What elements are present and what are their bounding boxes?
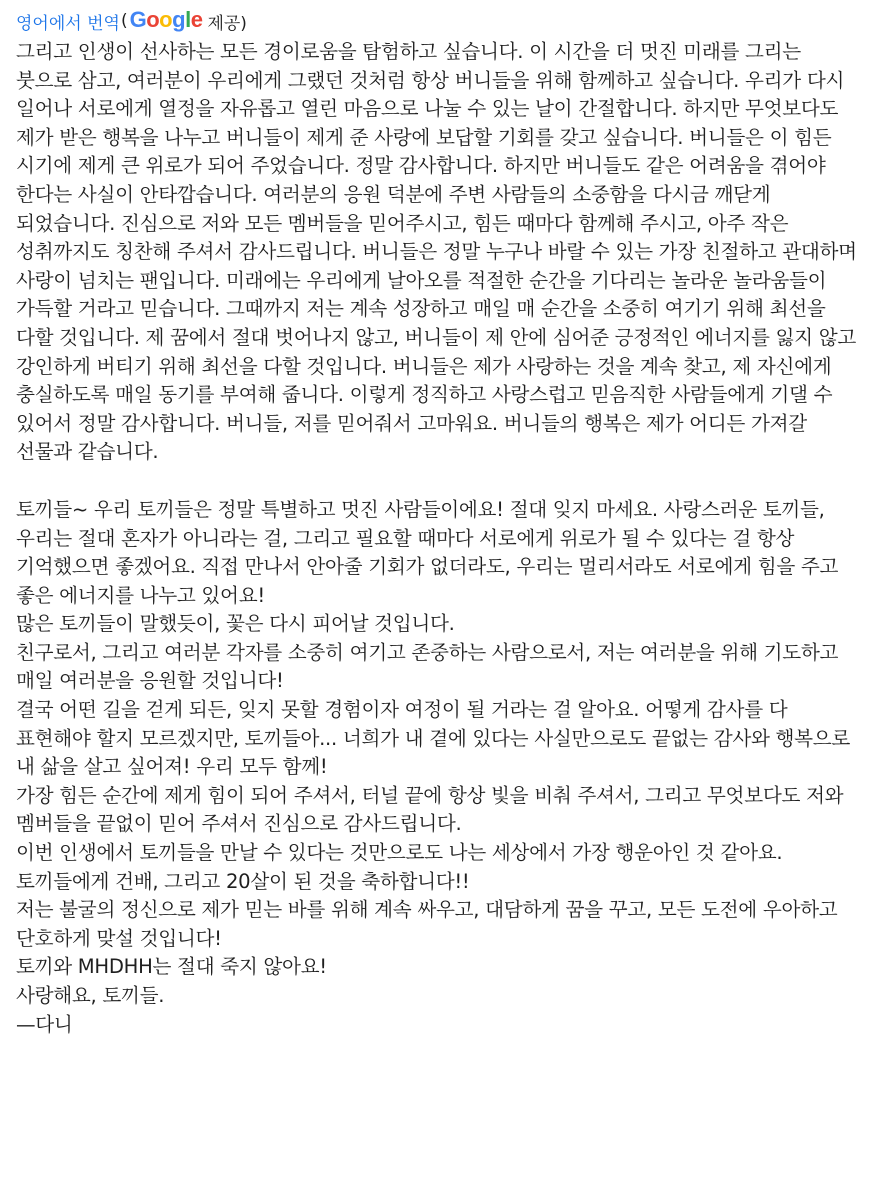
translated-from-link[interactable]: 영어에서 번역 <box>16 13 120 34</box>
post-paragraph-1: 그리고 인생이 선사하는 모든 경이로움을 탐험하고 싶습니다. 이 시간을 더 멋진 미래를 그리는 붓으로 삼고, 여러분이 우리에게 그랬던 것처럼 항상 버니들을 위해 함께하고 싶습니다. 우리가 다시 일어나 서로에게 열정을 자유롭고 열린 마음으로 나눌 수 있는 날이 간절합니다. 하지만 무엇보다도 제가 받은 행복을 나누고 버니들이 제게 준 사랑에 보답할 기회를 갖고 싶습니다. 버니들은 이 힘든 시기에 제게 큰 위로가 되어 주었습니다. 정말 감사합니다. 하지만 버니들도 같은 어려움을 겪어야 한다는 사실이 안타깝습니다. 여러분의 응원 덕분에 주변 사람들의 소중함을 다시금 깨닫게 되었습니다. 진심으로 저와 모든 멤버들을 믿어주시고, 힘든 때마다 함께해 주시고, 아주 작은 성취까지도 칭찬해 주셔서 감사드립니다. 버니들은 정말 누구나 바랄 수 있는 가장 친절하고 관대하며 사랑이 넘치는 팬입니다. 미래에는 우리에게 날아오를 적절한 순간을 기다리는 놀라운 놀라움들이 가득할 거라고 믿습니다. 그때까지 저는 계속 성장하고 매일 매 순간을 소중히 여기기 위해 최선을 다할 것입니다. 제 꿈에서 절대 벗어나지 않고, 버니들이 제 안에 심어준 긍정적인 에너지를 잃지 않고 강인하게 버티기 위해 최선을 다할 것입니다. 버니들은 제가 사랑하는 것을 계속 찾고, 제 자신에게 충실하도록 매일 동기를 부여해 줍니다. 이렇게 정직하고 사랑스럽고 믿음직한 사람들에게 기댈 수 있어서 정말 감사합니다. 버니들, 저를 믿어줘서 고마워요. 버니들의 행복은 제가 어디든 가져갈 선물과 같습니다. <box>16 40 857 464</box>
post-line-9: 저는 불굴의 정신으로 제가 믿는 바를 위해 계속 싸우고, 대담하게 꿈을 꾸고, 모든 도전에 우아하고 단호하게 맞설 것입니다! <box>16 898 838 950</box>
post-line-6: 가장 힘든 순간에 제게 힘이 되어 주셔서, 터널 끝에 항상 빛을 비춰 주셔서, 그리고 무엇보다도 저와 멤버들을 끝없이 믿어 주셔서 진심으로 감사드립니다. <box>16 783 844 836</box>
paragraph-spacer <box>16 467 860 496</box>
post-line-3: 많은 토끼들이 말했듯이, 꽃은 다시 피어날 것입니다. <box>16 612 455 636</box>
post-line-8: 토끼들에게 건배, 그리고 20살이 된 것을 축하합니다!! <box>16 869 470 893</box>
post-line-7: 이번 인생에서 토끼들을 만날 수 있다는 것만으로도 나는 세상에서 가장 행운아인 것 같아요. <box>16 841 783 865</box>
post-paragraph-2: 토끼들~ 우리 토끼들은 정말 특별하고 멋진 사람들이에요! 절대 잊지 마세요. 사랑스러운 토끼들, 우리는 절대 혼자가 아니라는 걸, 그리고 필요할 때마다 서로에게 위로가 될 수 있다는 걸 항상 기억했으면 좋겠어요. 직접 만나서 안아줄 기회가 없더라도, 우리는 멀리서라도 서로에게 힘을 주고 좋은 에너지를 나누고 있어요! <box>16 497 839 607</box>
post-signature: —다니 <box>16 1012 73 1036</box>
post-line-4: 친구로서, 그리고 여러분 각자를 소중히 여기고 존중하는 사람으로서, 저는 여러분을 위해 기도하고 매일 여러분을 응원할 것입니다! <box>16 640 839 693</box>
open-paren: ( <box>120 11 128 31</box>
post-line-10: 토끼와 MHDHH는 절대 죽지 않아요! <box>16 955 327 979</box>
post-line-5: 결국 어떤 길을 걷게 되든, 잊지 못할 경험이자 여정이 될 거라는 걸 알아요. 어떻게 감사를 다 표현해야 할지 모르겠지만, 토끼들아... 너희가 내 곁에 있다는 사실만으로도 끝없는 감사와 행복으로 내 삶을 살고 싶어져! 우리 모두 함께! <box>16 698 851 779</box>
post-line-11: 사랑해요, 토끼들. <box>16 984 165 1007</box>
google-logo-icon: Google <box>129 7 203 32</box>
translation-attribution <box>16 8 860 34</box>
provided-by-label: 제공) <box>207 13 247 34</box>
